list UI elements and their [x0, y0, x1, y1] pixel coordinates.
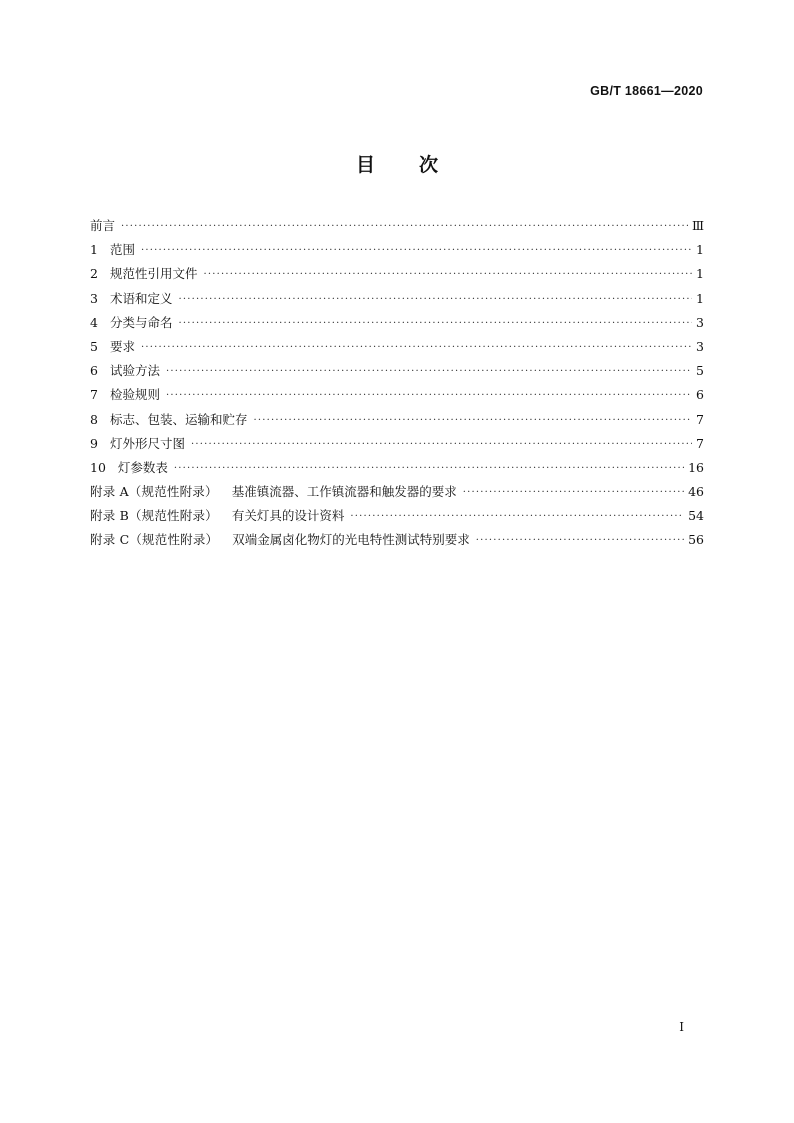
toc-item-requirements[interactable]	[90, 337, 704, 361]
toc-page-number: 3	[696, 338, 704, 354]
toc-item-number: 8	[90, 411, 98, 427]
toc-page-number: 16	[688, 459, 704, 475]
toc-annex-number: 附录 C（规范性附录）	[90, 532, 219, 548]
toc-item-number: 10	[90, 459, 106, 475]
toc-item-number: 2	[90, 266, 98, 282]
toc-item-number: 4	[90, 314, 98, 330]
toc-annex-number: 附录 B（规范性附录）	[90, 508, 218, 524]
toc-item-label: 附录 A（规范性附录） 基准镇流器、工作镇流器和触发器的要求	[90, 484, 457, 500]
toc-item-classification[interactable]	[90, 313, 704, 337]
toc-item-lamp-dimensions[interactable]	[90, 434, 704, 458]
leader-dots	[174, 459, 684, 479]
toc-page-number: 46	[688, 484, 704, 500]
toc-page-number: 54	[688, 508, 704, 524]
title-part1: 目	[355, 154, 375, 176]
toc-page-number: 1	[696, 290, 704, 306]
leader-dots	[166, 362, 692, 382]
leader-dots	[141, 338, 692, 358]
toc-item-marking-packaging[interactable]	[90, 410, 704, 434]
toc-item-number: 3	[90, 290, 98, 306]
toc-item-label: 4 分类与命名	[90, 313, 172, 333]
leader-dots	[350, 507, 684, 527]
toc-annex-number: 附录 A（规范性附录）	[90, 484, 218, 500]
toc-item-label: 1 范围	[90, 240, 135, 260]
toc-item-inspection-rules[interactable]	[90, 385, 704, 409]
table-of-contents	[90, 216, 704, 555]
toc-item-annex-c[interactable]	[90, 530, 704, 554]
leader-dots	[178, 290, 692, 310]
leader-dots	[476, 531, 684, 551]
toc-item-label: 5 要求	[90, 337, 135, 357]
page-title	[0, 150, 794, 177]
toc-item-label: 2 规范性引用文件	[90, 264, 197, 284]
toc-item-label: 3 术语和定义	[90, 289, 172, 309]
toc-page-number: 56	[688, 532, 704, 548]
toc-item-label: 附录 C（规范性附录） 双端金属卤化物灯的光电特性测试特别要求	[90, 532, 470, 548]
toc-item-preface[interactable]	[90, 216, 704, 240]
toc-item-label: 附录 B（规范性附录） 有关灯具的设计资料	[90, 508, 345, 524]
toc-item-label: 10 灯参数表	[90, 458, 168, 478]
leader-dots	[191, 435, 692, 455]
page-number: I	[679, 1020, 684, 1034]
toc-item-label: 7 检验规则	[90, 385, 160, 405]
toc-item-number: 6	[90, 363, 98, 379]
leader-dots	[141, 241, 692, 261]
toc-item-terms[interactable]	[90, 289, 704, 313]
toc-item-annex-b[interactable]	[90, 506, 704, 530]
leader-dots	[121, 217, 688, 237]
toc-item-lamp-parameters[interactable]	[90, 458, 704, 482]
toc-page-number: 1	[696, 242, 704, 258]
standard-code: GB/T 18661—2020	[590, 84, 703, 98]
leader-dots	[463, 483, 684, 503]
toc-item-test-methods[interactable]	[90, 361, 704, 385]
toc-page-number: 6	[696, 387, 704, 403]
toc-page-number: 5	[696, 363, 704, 379]
leader-dots	[203, 265, 692, 285]
leader-dots	[178, 314, 692, 334]
title-part2: 次	[419, 154, 439, 176]
toc-item-number: 9	[90, 435, 98, 451]
toc-page-number: 7	[696, 435, 704, 451]
toc-item-label: 9 灯外形尺寸图	[90, 434, 185, 454]
toc-page-number: 3	[696, 314, 704, 330]
leader-dots	[253, 411, 692, 431]
toc-item-label: 6 试验方法	[90, 361, 160, 381]
toc-item-scope[interactable]	[90, 240, 704, 264]
toc-item-number: 1	[90, 242, 98, 258]
toc-item-normative-references[interactable]	[90, 264, 704, 288]
toc-item-annex-a[interactable]	[90, 482, 704, 506]
toc-page-number: 7	[696, 411, 704, 427]
leader-dots	[166, 386, 692, 406]
toc-item-number: 5	[90, 338, 98, 354]
toc-item-label: 8 标志、包装、运输和贮存	[90, 410, 247, 430]
toc-page-number: Ⅲ	[691, 218, 704, 233]
toc-page-number: 1	[696, 266, 704, 282]
toc-item-number: 7	[90, 387, 98, 403]
toc-item-label: 前言	[90, 218, 116, 233]
